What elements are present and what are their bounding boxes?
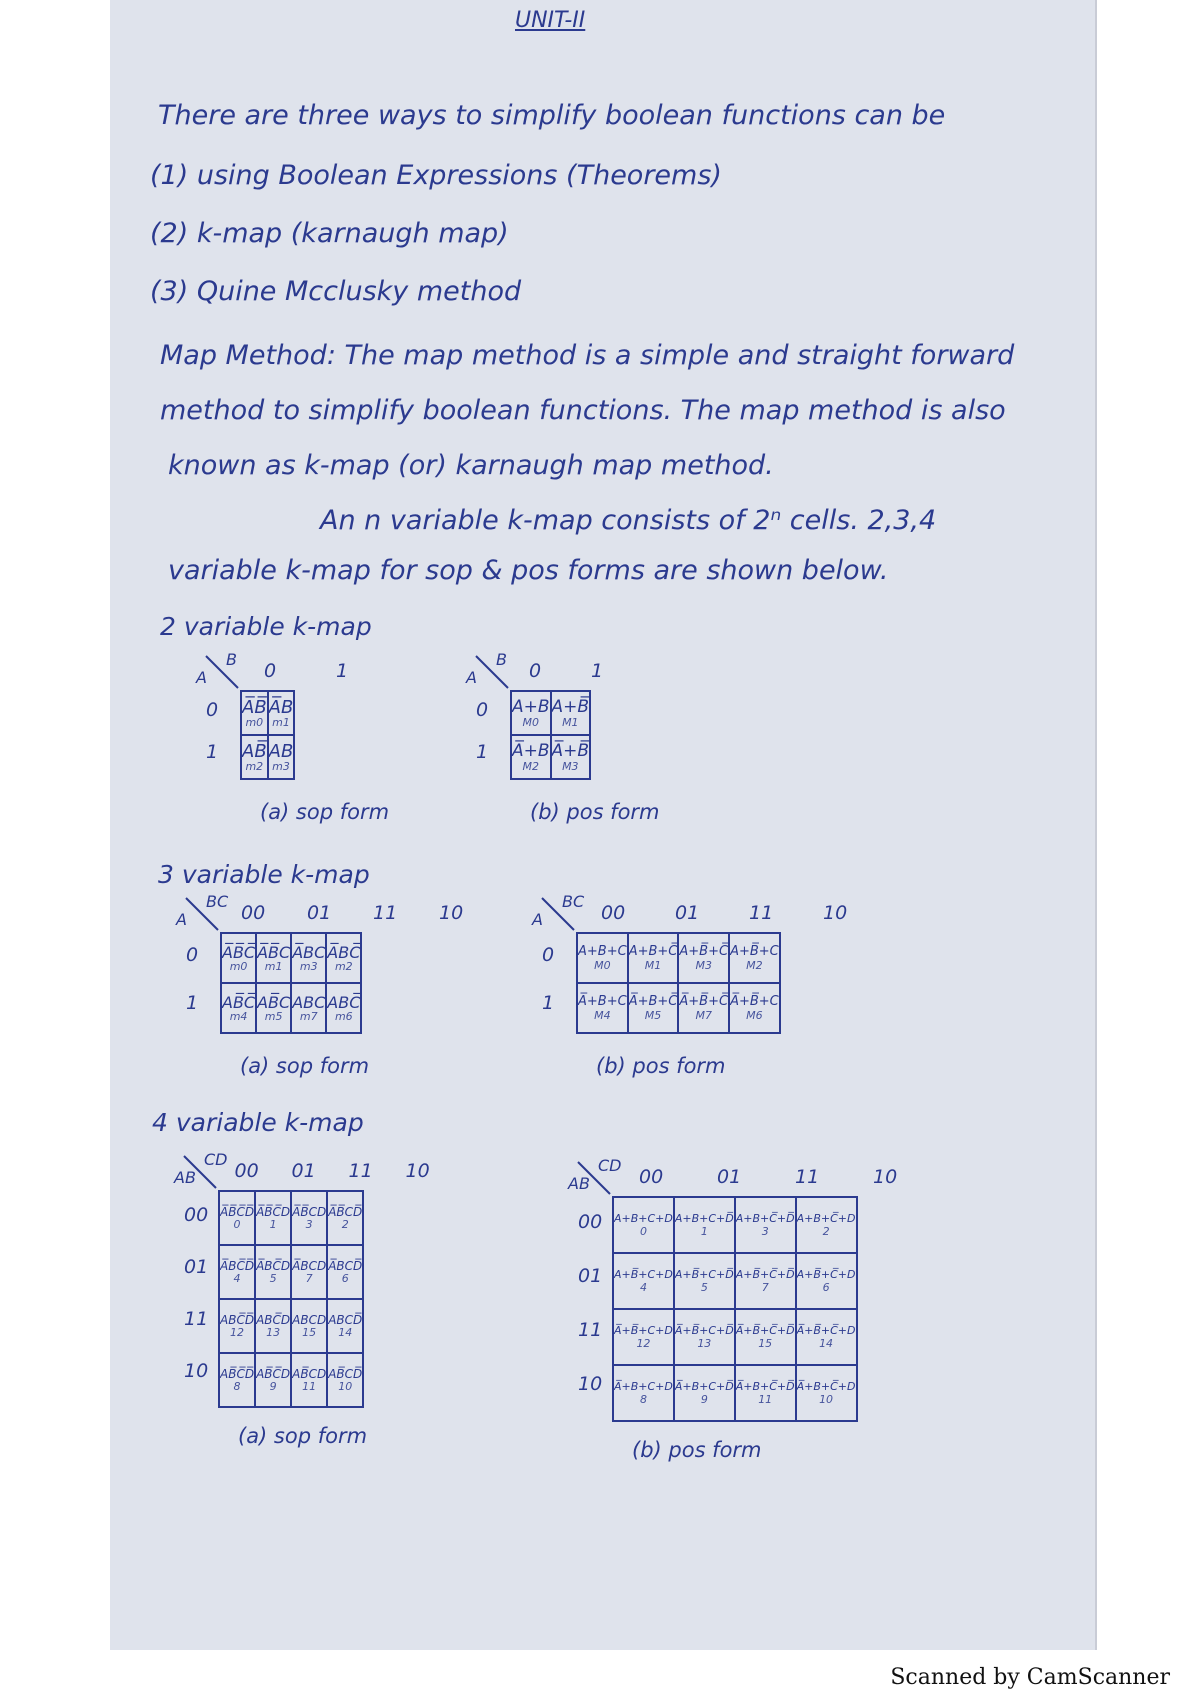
kmap-cell-index: m2: [245, 760, 264, 774]
kmap-caption: (b) pos form: [632, 1438, 762, 1462]
kmap-cell-term: A+B+C̅+D: [796, 1212, 856, 1226]
kmap-cell-index: 14: [338, 1326, 353, 1340]
kmap-cell-term: A̅B̅CD: [292, 1204, 327, 1219]
kmap-cell: [291, 1299, 327, 1353]
kmap-cell-index: 10: [819, 1392, 834, 1406]
kmap-cell: [219, 1299, 255, 1353]
kmap-cell: [729, 983, 780, 1033]
kmap-cell: [796, 1309, 857, 1365]
kmap-cell-term: A̅+B+C̅+D̅: [735, 1380, 795, 1394]
kmap-column-header: 01: [291, 1160, 316, 1182]
kmap-caption: (a) sop form: [238, 1424, 368, 1448]
kmap-cell: [255, 1353, 291, 1407]
kmap-cell: [729, 933, 780, 983]
kmap-column-variable: BC: [562, 892, 585, 911]
kmap-grid: [510, 690, 591, 780]
kmap-cell-term: A+B+C̅: [628, 944, 678, 960]
kmap-caption: (b) pos form: [596, 1054, 726, 1078]
notebook-page: [110, 0, 1097, 1650]
kmap-cell-index: 13: [697, 1336, 712, 1350]
kmap-cell-term: A+B̅+C̅: [679, 944, 729, 960]
kmap-caption: (a) sop form: [260, 800, 390, 824]
kmap-row-variable: AB: [174, 1168, 196, 1187]
kmap-cell-index: 2: [341, 1218, 349, 1232]
kmap-row: [219, 1245, 363, 1299]
kmap-cell: [268, 691, 295, 735]
kmap-cell: [735, 1309, 796, 1365]
kmap-cell-term: AB̅CD̅: [328, 1366, 363, 1381]
kmap-row-header: 0: [206, 699, 219, 721]
kmap-row-variable: A: [196, 668, 207, 687]
kmap-cell-index: M6: [746, 1008, 763, 1022]
kmap-cell-term: A+B+C+D: [614, 1212, 673, 1226]
kmap-column-header: 01: [307, 902, 332, 924]
kmap-cell-index: m2: [334, 960, 353, 974]
kmap-cell: [577, 933, 628, 983]
kmap-cell: [221, 983, 256, 1033]
kmap-cell-index: m5: [264, 1010, 283, 1024]
kmap-row-variable: A: [466, 668, 477, 687]
kmap-cell-term: A̅+B̅+C+D̅: [674, 1324, 734, 1338]
kmap-row: [221, 933, 361, 983]
kmap-column-header: 10: [405, 1160, 430, 1182]
kmap-cell-index: M1: [562, 715, 579, 729]
kmap-row-header: 00: [578, 1211, 603, 1233]
kmap-row: [241, 735, 294, 779]
kmap-cell: [613, 1197, 674, 1253]
kmap-cell: [511, 691, 551, 735]
kmap-cell-term: AB: [268, 740, 294, 762]
kmap-cell: [735, 1365, 796, 1421]
kmap-cell: [219, 1245, 255, 1299]
kmap-column-header: 10: [823, 902, 848, 924]
kmap-cell-index: 9: [269, 1380, 277, 1394]
kmap-cell: [674, 1309, 735, 1365]
kmap-cell-index: 14: [819, 1336, 834, 1350]
kmap-cell: [241, 735, 268, 779]
kmap-row: [511, 691, 590, 735]
four-var-title: 4 variable k-map: [152, 1108, 364, 1137]
kmap-cell: [255, 1299, 291, 1353]
kmap-cell: [255, 1245, 291, 1299]
kmap-row: [219, 1353, 363, 1407]
kmap-cell-index: 12: [230, 1326, 245, 1340]
kmap-cell-term: A̅BCD̅: [328, 1258, 363, 1273]
kmap-cell: [796, 1253, 857, 1309]
kmap-cell: [613, 1253, 674, 1309]
kmap-cell-term: A̅B̅C: [257, 942, 291, 962]
kmap-cell-index: m1: [264, 960, 283, 974]
kmap-cell-index: m4: [229, 1010, 248, 1024]
map-method-line-1: Map Method: The map method is a simple and straight forward: [160, 340, 1015, 371]
kmap-cell-index: m7: [299, 1010, 318, 1024]
kmap-cell-term: A̅B̅CD̅: [328, 1204, 363, 1219]
kmap-cell: [219, 1353, 255, 1407]
kmap-cell: [678, 933, 729, 983]
map-method-line-2: method to simplify boolean functions. The map method is also: [160, 395, 1006, 426]
kmap-column-header: 00: [639, 1166, 664, 1188]
kmap-cell-term: A̅BC̅: [327, 942, 361, 962]
kmap-column-header: 10: [439, 902, 464, 924]
kmap-cell-index: 4: [639, 1280, 647, 1294]
kmap-column-variable: B: [496, 650, 507, 669]
map-method-line-3: known as k-map (or) karnaugh map method.: [168, 450, 774, 481]
kmap-cell-term: A̅+B̅+C̅+D̅: [735, 1324, 795, 1338]
two-var-title: 2 variable k-map: [160, 612, 372, 641]
kmap-row-header: 10: [578, 1373, 603, 1395]
kmap-cell: [291, 1245, 327, 1299]
kmap-cell-term: A̅BC̅D̅: [220, 1258, 255, 1273]
kmap-row: [219, 1191, 363, 1245]
kmap-cell: [511, 735, 551, 779]
kmap-cell-index: M1: [644, 958, 662, 972]
kmap-cell-index: M2: [746, 958, 763, 972]
kmap-grid: [612, 1196, 858, 1422]
kmap-cell-index: 1: [700, 1224, 708, 1238]
kmap-cell-index: 1: [269, 1218, 277, 1232]
kmap-column-variable: CD: [204, 1150, 228, 1169]
kmap-grid: [576, 932, 781, 1034]
kmap-cell-term: A+B̅+C+D̅: [674, 1268, 734, 1282]
kmap-row-variable: AB: [568, 1174, 590, 1193]
kmap-cell-term: A̅+B+C̅+D: [796, 1380, 856, 1394]
kmap-cell-index: 12: [636, 1336, 651, 1350]
kmap-cell-index: m1: [272, 716, 290, 730]
kmap-column-header: 01: [675, 902, 700, 924]
kmap-cell-term: A̅BC: [292, 942, 326, 962]
kmap-cell: [796, 1197, 857, 1253]
kmap-cell-term: A+B̅+C: [730, 944, 779, 960]
kmap-column-header: 00: [234, 1160, 259, 1182]
kmap-cell-index: 11: [302, 1380, 317, 1394]
kmap-cell-term: ABC: [292, 992, 326, 1012]
unit-heading: UNIT-II: [515, 8, 586, 33]
kmap-cell: [256, 983, 291, 1033]
kmap-cell: [291, 1353, 327, 1407]
kmap-cell-term: A̅B̅C̅: [222, 942, 256, 962]
kmap-column-header: 11: [795, 1166, 820, 1188]
kmap-cell-index: 5: [700, 1280, 708, 1294]
kmap-cell-term: A̅+B̅+C+D: [614, 1324, 673, 1338]
kmap-cell: [674, 1197, 735, 1253]
kmap-cell-term: AB̅CD: [292, 1366, 327, 1381]
kmap-row-header: 11: [184, 1308, 209, 1330]
kmap-column-header: 01: [717, 1166, 742, 1188]
kmap-cell-index: 4: [233, 1272, 241, 1286]
kmap-cell: [291, 983, 326, 1033]
kmap-cell-index: m3: [272, 760, 290, 774]
kmap-row-header: 01: [184, 1256, 209, 1278]
kmap-cell-term: A+B̅+C̅+D: [796, 1268, 856, 1282]
kmap-row-header: 00: [184, 1204, 209, 1226]
kmap-row-header: 10: [184, 1360, 209, 1382]
kmap-cell: [241, 691, 268, 735]
kmap-cell-index: 6: [341, 1272, 349, 1286]
kmap-cell-index: M2: [522, 759, 540, 773]
kmap-cell-index: 8: [233, 1380, 241, 1394]
kmap-cell: [551, 735, 591, 779]
kmap-cell: [219, 1191, 255, 1245]
kmap-row: [241, 691, 294, 735]
kmap-cell-term: ABCD: [292, 1312, 327, 1327]
kmap-cell-index: 8: [639, 1392, 647, 1406]
kmap-column-header: 00: [241, 902, 266, 924]
kmap-cell: [327, 1245, 363, 1299]
kmap-cell-index: 10: [338, 1380, 353, 1394]
kmap-cell-index: M3: [695, 958, 712, 972]
kmap-caption: (b) pos form: [530, 800, 660, 824]
kmap-cell-index: 3: [305, 1218, 313, 1232]
kmap-cell-index: 7: [305, 1272, 313, 1286]
kmap-cell-term: A+B̅: [551, 697, 590, 718]
kmap-row: [219, 1299, 363, 1353]
kmap-cell-term: A̅B̅C̅D: [256, 1204, 291, 1219]
kmap-column-header: 1: [336, 660, 349, 682]
kmap-grid: [220, 932, 362, 1034]
kmap-grid: [240, 690, 295, 780]
kmap-cell-index: M7: [695, 1008, 712, 1022]
three-var-title: 3 variable k-map: [158, 860, 370, 889]
kmap-cell: [327, 1353, 363, 1407]
kmap-column-header: 1: [591, 660, 604, 682]
kmap-cell: [255, 1191, 291, 1245]
kmap-row: [613, 1197, 857, 1253]
kmap-cell-term: ABC̅D̅: [220, 1312, 255, 1327]
kmap-cell-term: AB̅: [242, 740, 267, 762]
intro-line: There are three ways to simplify boolean functions can be: [158, 100, 946, 131]
kmap-cell: [735, 1253, 796, 1309]
kmap-row-variable: A: [176, 910, 187, 929]
kmap-cell-term: A̅+B+C+D̅: [674, 1380, 734, 1394]
kmap-cell-index: 0: [639, 1224, 647, 1238]
kmap-column-header: 11: [749, 902, 774, 924]
kmap-row-header: 0: [476, 699, 489, 721]
kmap-column-header: 10: [873, 1166, 898, 1188]
kmap-cell: [613, 1365, 674, 1421]
kmap-row: [613, 1365, 857, 1421]
kmap-column-header: 0: [529, 660, 542, 682]
kmap-cell-index: M3: [562, 759, 579, 773]
kmap-grid: [218, 1190, 364, 1408]
kmap-cell-term: ABCD̅: [328, 1312, 363, 1327]
kmap-cell: [613, 1309, 674, 1365]
kmap-cell: [291, 933, 326, 983]
kmap-cell-index: m6: [334, 1010, 353, 1024]
kmap-cell: [326, 983, 361, 1033]
kmap-cell: [551, 691, 591, 735]
kmap-cell-index: M0: [522, 715, 540, 729]
kmap-cell-term: A̅B: [268, 696, 294, 718]
kmap-row: [613, 1309, 857, 1365]
scanner-watermark: Scanned by CamScanner: [890, 1665, 1170, 1690]
kmap-cell: [628, 933, 679, 983]
kmap-cell-term: ABC̅D: [256, 1312, 291, 1327]
kmap-column-variable: CD: [598, 1156, 622, 1175]
kmap-cell-term: A̅BC̅D: [256, 1258, 291, 1273]
intro-item-2: (2) k-map (karnaugh map): [150, 218, 509, 249]
kmap-cell-term: A̅+B: [512, 741, 550, 762]
kmap-cell-index: 15: [302, 1326, 317, 1340]
kmap-cell-term: A+B̅+C̅+D̅: [735, 1268, 795, 1282]
kmap-column-variable: BC: [206, 892, 229, 911]
kmap-cell-index: m0: [229, 960, 248, 974]
kmap-cell-term: A̅+B̅: [551, 741, 590, 762]
kmap-cell-term: A̅B̅C̅D̅: [220, 1204, 255, 1219]
kmap-row-header: 1: [476, 741, 489, 763]
kmap-column-header: 11: [348, 1160, 373, 1182]
kmap-cell: [674, 1365, 735, 1421]
kmap-cell-index: m3: [299, 960, 318, 974]
kmap-cell-index: 2: [822, 1224, 830, 1238]
kmap-cell-term: ABC̅: [327, 992, 361, 1012]
kmap-column-header: 11: [373, 902, 398, 924]
kmap-row: [221, 983, 361, 1033]
kmap-row: [577, 933, 780, 983]
map-method-line-5: variable k-map for sop & pos forms are shown below.: [168, 555, 889, 586]
kmap-cell-index: 13: [266, 1326, 281, 1340]
kmap-cell-index: 5: [269, 1272, 277, 1286]
kmap-caption: (a) sop form: [240, 1054, 370, 1078]
kmap-cell-term: AB̅C̅D̅: [220, 1366, 255, 1381]
kmap-cell-term: AB̅C̅: [222, 992, 256, 1012]
kmap-column-variable: B: [226, 650, 237, 669]
kmap-row-variable: A: [532, 910, 543, 929]
kmap-row-header: 11: [578, 1319, 603, 1341]
kmap-cell-term: A̅BCD: [292, 1258, 327, 1273]
kmap-cell: [577, 983, 628, 1033]
kmap-cell-term: A+B+C: [578, 944, 627, 960]
kmap-cell: [735, 1197, 796, 1253]
kmap-cell-index: M0: [594, 958, 611, 972]
kmap-row: [577, 983, 780, 1033]
kmap-cell-term: A+B+C+D̅: [674, 1212, 734, 1226]
kmap-cell: [291, 1191, 327, 1245]
kmap-cell-term: A̅B̅: [242, 696, 267, 718]
kmap-row-header: 0: [542, 944, 555, 966]
kmap-row-header: 1: [542, 992, 555, 1014]
kmap-cell-index: 3: [761, 1224, 769, 1238]
kmap-cell-term: A̅+B+C+D: [614, 1380, 673, 1394]
kmap-cell-index: 6: [822, 1280, 830, 1294]
kmap-cell-index: M5: [644, 1008, 662, 1022]
kmap-cell-index: 11: [758, 1392, 773, 1406]
kmap-cell: [326, 933, 361, 983]
kmap-cell: [678, 983, 729, 1033]
kmap-row: [613, 1253, 857, 1309]
kmap-cell-term: A+B+C̅+D̅: [735, 1212, 795, 1226]
intro-item-3: (3) Quine Mcclusky method: [150, 276, 522, 307]
map-method-line-4: An n variable k-map consists of 2ⁿ cells. 2,3,4: [320, 505, 937, 536]
kmap-cell: [327, 1191, 363, 1245]
kmap-cell-index: M4: [594, 1008, 611, 1022]
kmap-cell-index: 7: [761, 1280, 769, 1294]
kmap-cell-term: AB̅C̅D: [256, 1366, 291, 1381]
kmap-column-header: 00: [601, 902, 626, 924]
kmap-cell-index: 0: [233, 1218, 241, 1232]
kmap-cell: [221, 933, 256, 983]
kmap-cell-term: A+B̅+C+D: [614, 1268, 673, 1282]
kmap-cell: [674, 1253, 735, 1309]
kmap-row: [511, 735, 590, 779]
kmap-cell: [268, 735, 295, 779]
kmap-row-header: 1: [206, 741, 219, 763]
kmap-cell: [796, 1365, 857, 1421]
kmap-cell: [256, 933, 291, 983]
kmap-column-header: 0: [264, 660, 277, 682]
kmap-cell-index: m0: [245, 716, 264, 730]
kmap-row-header: 1: [186, 992, 199, 1014]
kmap-cell: [628, 983, 679, 1033]
kmap-cell-term: A̅+B̅+C: [730, 994, 779, 1010]
kmap-cell-term: A̅+B+C: [578, 994, 627, 1010]
kmap-row-header: 01: [578, 1265, 603, 1287]
kmap-cell-term: A̅+B̅+C̅: [679, 994, 729, 1010]
kmap-cell-term: A̅+B̅+C̅+D: [796, 1324, 856, 1338]
kmap-row-header: 0: [186, 944, 199, 966]
kmap-cell-index: 9: [700, 1392, 708, 1406]
kmap-cell-term: A+B: [512, 697, 550, 718]
kmap-cell-term: A̅+B+C̅: [628, 994, 678, 1010]
kmap-cell: [327, 1299, 363, 1353]
kmap-cell-index: 15: [758, 1336, 773, 1350]
kmap-cell-term: AB̅C: [257, 992, 291, 1012]
intro-item-1: (1) using Boolean Expressions (Theorems): [150, 160, 722, 191]
